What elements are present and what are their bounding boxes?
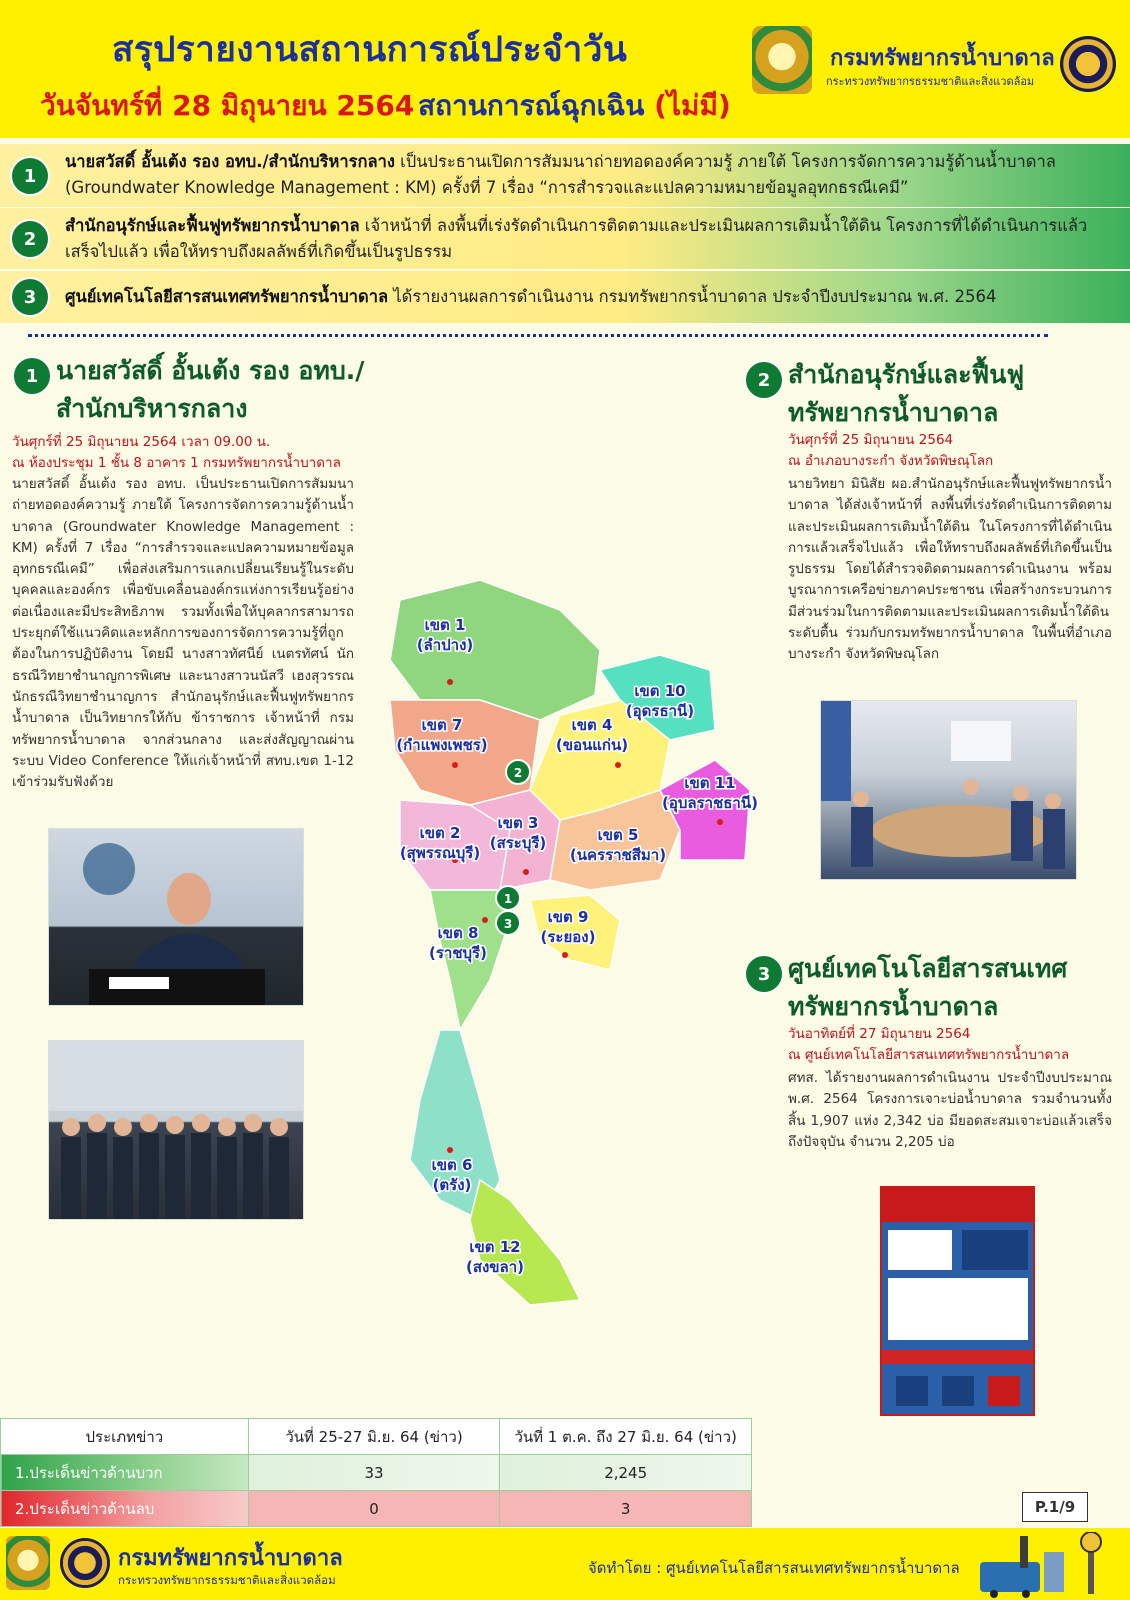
section-1-date-line2: ณ ห้องประชุม 1 ชั้น 8 อาคาร 1 กรมทรัพยากรน้ำบาดาล (12, 455, 341, 471)
section-3-title (788, 950, 1067, 1026)
section-2-badge: 2 (744, 360, 784, 400)
department-name: กรมทรัพยากรน้ำบาดาล (830, 46, 1055, 71)
seminar-group-photo (48, 1040, 304, 1220)
section-2-date-line2: ณ อำเภอบางระกำ จังหวัดพิษณุโลก (788, 453, 994, 469)
footer-department-ministry: กระทรวงทรัพยากรธรรมชาติและสิ่งแวดล้อม (118, 1573, 336, 1587)
department-logo-icon (60, 1538, 110, 1588)
groundwater-zone-map (360, 560, 820, 1340)
field-meeting-photo (820, 700, 1077, 880)
report-date: วันจันทร์ที่ 28 มิถุนายน 2564 (40, 89, 415, 122)
section-3-date-line2: ณ ศูนย์เทคโนโลยีสารสนเทศทรัพยากรน้ำบาดาล (788, 1047, 1070, 1063)
zone-4-label: เขต 4 (ขอนแก่น) (555, 716, 629, 754)
summary-subject: นายสวัสดิ์ อั้นเต้ง รอง อทบ./สำนักบริหารกลาง (65, 152, 395, 171)
section-3-badge: 3 (744, 954, 784, 994)
table-row (1, 1491, 752, 1527)
summary-detail: เป็นประธานเปิดการสัมมนาถ่ายทอดองค์ความรู้ ภายใต้ โครงการจัดการความรู้ด้านน้ำบาดาล (Groundwater Knowledge Management : KM) ครั้งที่ 7 เรื่อง “การสำรวจและแปลความหมายข้อมูลอุทกธรณีเคมี” (65, 152, 1056, 197)
col-news-type: ประเภทข่าว (1, 1419, 249, 1455)
section-2-title-line2: ทรัพยากรน้ำบาดาล (788, 398, 999, 427)
summary-row-1 (0, 144, 1130, 207)
zone-7-label: เขต 7 (กำแพงเพชร) (396, 716, 488, 754)
positive-news-cumulative: 2,245 (500, 1455, 752, 1491)
summary-text (65, 213, 1116, 265)
zone-2-label: เขต 2 (สุพรรณบุรี) (399, 824, 481, 862)
number-badge: 1 (10, 156, 50, 196)
summary-text (65, 284, 1116, 310)
zone-12-label: เขต 12 (สงขลา) (465, 1238, 525, 1276)
emergency-status (418, 84, 731, 128)
negative-news-cumulative: 3 (500, 1491, 752, 1527)
number-badge: 3 (10, 277, 50, 317)
page-number: P.1/9 (1022, 1492, 1088, 1522)
emergency-label: สถานการณ์ฉุกเฉิน (418, 89, 645, 122)
summary-detail: เจ้าหน้าที่ ลงพื้นที่เร่งรัดดำเนินการติดตามและประเมินผลการเติมน้ำใต้ดิน โครงการที่ได้ดำเนินการแล้วเสร็จไปแล้ว เพื่อให้ทราบถึงผลลัพธ์ที่เกิดขึ้นเป็นรูปธรรม (65, 216, 1088, 261)
section-2-date (788, 430, 993, 472)
col-cumulative: วันที่ 1 ต.ค. ถึง 27 มิ.ย. 64 (ข่าว) (500, 1419, 752, 1455)
section-1-title-line1: นายสวัสดิ์ อั้นเต้ง รอง อทบ./ (56, 356, 365, 385)
produced-by: จัดทำโดย : ศูนย์เทคโนโลยีสารสนเทศทรัพยากรน้ำบาดาล (588, 1559, 960, 1577)
positive-news-period: 33 (248, 1455, 500, 1491)
negative-news-period: 0 (248, 1491, 500, 1527)
section-1-date-line1: วันศุกร์ที่ 25 มิถุนายน 2564 เวลา 09.00 น. (12, 434, 271, 450)
zone-1-label: เขต 1 (ลำปาง) (416, 616, 474, 654)
zone-9-label: เขต 9 (ระยอง) (540, 908, 596, 946)
zone-10-label: เขต 10 (อุดรธานี) (625, 682, 695, 720)
zone-8-label: เขต 8 (ราชบุรี) (429, 924, 487, 962)
section-3-date-line1: วันอาทิตย์ที่ 27 มิถุนายน 2564 (788, 1026, 971, 1042)
ministry-seal-icon (752, 26, 812, 94)
map-marker-3 (496, 911, 520, 935)
zone-5-label: เขต 5 (นครราชสีมา) (569, 826, 667, 864)
summary-detail: ได้รายงานผลการดำเนินงาน กรมทรัพยากรน้ำบาดาล ประจำปีงบประมาณ พ.ศ. 2564 (388, 287, 997, 306)
map-marker-1 (496, 886, 520, 910)
section-3-title-line2: ทรัพยากรน้ำบาดาล (788, 992, 999, 1021)
table-row (1, 1455, 752, 1491)
drilling-rig-icon (980, 1532, 1120, 1598)
section-1-badge: 1 (12, 356, 52, 396)
summary-subject: ศูนย์เทคโนโลยีสารสนเทศทรัพยากรน้ำบาดาล (65, 287, 389, 306)
svg-text:2: 2 (513, 766, 523, 780)
seminar-chairman-photo (48, 828, 304, 1006)
report-title: สรุปรายงานสถานการณ์ประจำวัน (112, 30, 628, 70)
dotted-divider (28, 334, 1048, 337)
project-report-infographic (880, 1186, 1035, 1416)
summary-subject: สำนักอนุรักษ์และฟื้นฟูทรัพยากรน้ำบาดาล (65, 216, 360, 235)
col-period: วันที่ 25-27 มิ.ย. 64 (ข่าว) (248, 1419, 500, 1455)
section-2-title-line1: สำนักอนุรักษ์และฟื้นฟู (788, 360, 1025, 389)
svg-text:1: 1 (503, 892, 513, 906)
number-badge: 2 (10, 219, 50, 259)
department-ministry: กระทรวงทรัพยากรธรรมชาติและสิ่งแวดล้อม (826, 75, 1035, 88)
report-header (0, 0, 1130, 138)
section-1-body: นายสวัสดิ์ อั้นเต้ง รอง อทบ. เป็นประธานเปิดการสัมมนาถ่ายทอดองค์ความรู้ ภายใต้ โครงการจัดการความรู้ด้านน้ำบาดาล (Groundwater Knowledge Management : KM) ครั้งที่ 7 เรื่อง “การสำรวจและแปลความหมายข้อมูลอุทกธรณีเคมี” เพื่อส่งเสริมการแลกเปลี่ยนเรียนรู้ในระดับบุคคลและองค์กร เพื่อขับเคลื่อนองค์กรแห่งการเรียนรู้อย่างต่อเนื่องและมีประสิทธิภาพ รวมทั้งเพื่อให้บุคลากรสามารถประยุกต์ใช้แนวคิดและหลักการของการจัดการความรู้ที่ถูกต้องในการปฏิบัติงาน โดยมี นางสาวทัศนีย์ เนตรทัศน์ นักธรณีวิทยาชำนาญการพิเศษ และนางสาวนนัสวี เฮงสุวรรณ นักธรณีวิทยาชำนาญการ สำนักอนุรักษ์และฟื้นฟูทรัพยากรน้ำบาดาล เป็นวิทยากรให้กับ ข้าราชการ เจ้าหน้าที่ กรมทรัพยากรน้ำบาดาล จากส่วนกลาง และส่งสัญญาณผ่านระบบ Video Conference ให้แก่เจ้าหน้าที่ สทบ.เขต 1-12 เข้าร่วมรับฟังด้วย (12, 476, 354, 791)
section-1-title (56, 352, 364, 428)
section-3-title-line1: ศูนย์เทคโนโลยีสารสนเทศ (788, 954, 1068, 983)
footer-department-name: กรมทรัพยากรน้ำบาดาล (118, 1546, 343, 1571)
zone-11-label: เขต 11 (อุบลราชธานี) (662, 774, 758, 812)
table-header-row (1, 1419, 752, 1455)
summary-text (65, 149, 1116, 201)
section-2-body: นายวิทยา มินิสัย ผอ.สำนักอนุรักษ์และฟื้นฟูทรัพยากรน้ำบาดาล ได้ส่งเจ้าหน้าที่ ลงพื้นที่เร่งรัดดำเนินการติดตามและประเมินผลการเติมน้ำใต้ดิน ในโครงการที่ได้ดำเนินการแล้วเสร็จไปแล้ว เพื่อให้ทราบถึงผลลัพธ์ที่เกิดขึ้นเป็นรูปธรรม โดยได้สำรวจติดตามผลการดำเนินงาน พร้อมบูรณาการเครือข่ายภาคประชาชน เพื่อสร้างกระบวนการมีส่วนร่วมในการติดตามและประเมินผลการเติมน้ำใต้ดินระดับตื้น ร่วมกับกรมทรัพยากรน้ำบาดาล ในพื้นที่อำเภอบางระกำ จังหวัดพิษณุโลก (788, 476, 1112, 663)
ministry-seal-icon (6, 1536, 50, 1590)
section-2-title (788, 356, 1024, 432)
department-logo-icon (1060, 36, 1116, 92)
section-1-title-line2: สำนักบริหารกลาง (56, 394, 248, 423)
positive-news-label: 1.ประเด็นข่าวด้านบวก (1, 1455, 249, 1491)
report-footer (0, 1528, 1130, 1600)
zone-3-label: เขต 3 (สระบุรี) (489, 814, 547, 852)
emergency-value: (ไม่มี) (654, 89, 731, 122)
negative-news-label: 2.ประเด็นข่าวด้านลบ (1, 1491, 249, 1527)
summary-row-3 (0, 271, 1130, 323)
summary-row-2 (0, 208, 1130, 269)
zone-6-label: เขต 6 (ตรัง) (431, 1156, 473, 1194)
section-3-body: ศทส. ได้รายงานผลการดำเนินงาน ประจำปีงบประมาณ พ.ศ. 2564 โครงการเจาะบ่อน้ำบาดาล รวมจำนวนทั้งสิ้น 1,907 แห่ง 2,342 บ่อ มียอดสะสมเจาะบ่อแล้วเสร็จถึงปัจจุบัน จำนวน 2,205 บ่อ (788, 1070, 1112, 1150)
section-1-date (12, 432, 341, 474)
svg-text:3: 3 (503, 917, 513, 931)
section-3-date (788, 1024, 1069, 1066)
news-statistics-table (0, 1418, 752, 1527)
map-marker-2 (506, 760, 530, 784)
section-2-date-line1: วันศุกร์ที่ 25 มิถุนายน 2564 (788, 432, 954, 448)
